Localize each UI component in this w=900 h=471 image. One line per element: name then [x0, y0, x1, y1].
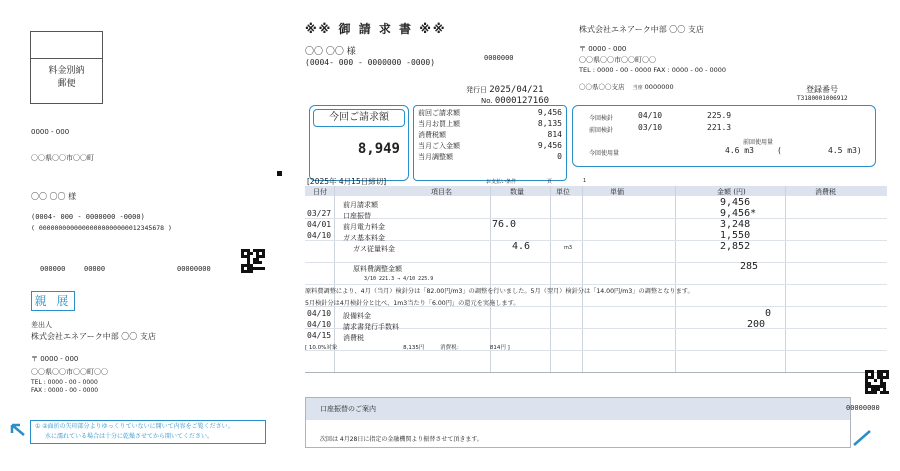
account-transfer-box: [305, 397, 851, 448]
row-qty: 76.0: [492, 219, 517, 230]
registration-label: 登録番号: [806, 85, 838, 94]
adjustment-note-2: 5月検針分は4月検針分と比べ、1m3当たり「6.00円」の還元を実施します。: [305, 300, 520, 307]
billing-summary-box: [413, 105, 567, 181]
sender-fax: FAX : 0000 - 00 - 0000: [31, 387, 99, 394]
summary-row: 消費税額 814: [418, 130, 562, 139]
fold-arrow-icon-left: [10, 423, 30, 443]
summary-row: 前回ご請求額 9,456: [418, 108, 562, 117]
summary-row: 当月お買上額 8,135: [418, 119, 562, 128]
adjustment-note-1: 原料費調整により、4月（当月）検針分は「82.00円/m3」の調整を行いました。5月（翌月）検針分は「14.00円/m3」の調整となります。: [305, 288, 694, 295]
qr-code-left: [241, 249, 265, 273]
recipient-customer-no: (0004- 000 - 0000000 -0000): [31, 213, 145, 221]
payment-terms: お支払い条件: [486, 179, 517, 185]
sender-label: 差出人: [31, 321, 52, 329]
meter-note: 3/10 221.3 → 4/10 225.9: [364, 276, 434, 282]
row-amount: 285: [740, 261, 759, 272]
row-qty: 4.6: [512, 241, 531, 252]
stamp-label: 料金別納 郵便: [48, 66, 85, 89]
registration-number: T3180001006912: [797, 95, 848, 102]
page-number: 1: [583, 178, 587, 184]
row-item: ガス従量料金: [353, 245, 395, 253]
shinten-mark: 親 展: [31, 291, 75, 311]
invoice-customer-no: (0004- 000 - 0000000 -0000): [305, 58, 436, 67]
invoice-recipient: 〇〇 〇〇 様: [305, 47, 356, 57]
recipient-long-no: ( 00000000000000000000000012345678 ): [31, 224, 172, 232]
row-amount: 200: [747, 319, 766, 330]
total-billing-amount: 8,949: [357, 141, 400, 157]
summary-row: 当月ご入金額 9,456: [418, 141, 562, 150]
sender-name: 株式会社エネアーク中部 〇〇 支店: [31, 332, 156, 341]
row-amount: 1,550: [720, 230, 751, 241]
invoice-code: 0000000: [484, 54, 514, 62]
row-item: 設備料金: [343, 312, 371, 320]
row-amount: 0: [765, 308, 772, 319]
sender-address: 〇〇県〇〇市〇〇町〇〇: [31, 368, 108, 376]
company-tel-fax: TEL : 0000 - 00 - 0000 FAX : 0000 - 00 - 0000: [579, 66, 727, 74]
summary-row: 当月調整額 0: [418, 152, 562, 161]
document-number: No. 0000127160: [481, 96, 550, 106]
registration-mark: [277, 171, 282, 176]
row-amount: 3,248: [720, 219, 751, 230]
row-item: ガス基本料金: [343, 234, 385, 242]
recipient-postal: 0000 - 000: [31, 128, 70, 136]
code-a: 000000: [40, 265, 66, 273]
company-branch: 〇〇県〇〇支店 当座 0000000: [579, 83, 674, 91]
recipient-name: 〇〇 〇〇 様: [31, 192, 77, 201]
total-billing-label: 今回ご請求額: [313, 109, 405, 127]
qr-code-right: [865, 370, 889, 394]
row-item: 前月電力料金: [343, 223, 385, 231]
row-amount: 2,852: [720, 241, 751, 252]
invoice-title: ※※ 御 請 求 書 ※※: [305, 22, 447, 36]
table-header: 日付 項目名 数量 単位 単価 金額 (円) 消費税: [305, 186, 887, 196]
account-transfer-title: 口座振替のご案内: [306, 398, 850, 420]
recipient-address: 〇〇県〇〇市〇〇町: [31, 154, 94, 162]
row-item: 口座振替: [343, 212, 371, 220]
postage-stamp-box: [30, 31, 103, 104]
row-item: 原料費調整金額: [353, 265, 402, 273]
tax-summary: [ 10.0%対象 8,135円 消費税： 814円 ]: [305, 345, 510, 351]
company-postal: 〒 0000 - 000: [579, 45, 627, 53]
row-amount: 9,456: [720, 197, 751, 208]
total-billing-box: [309, 105, 409, 181]
code-b: 00000: [84, 265, 106, 273]
company-address: 〇〇県〇〇市〇〇町〇〇: [579, 56, 656, 64]
row-date: 04/10: [307, 309, 332, 318]
code-c: 00000000: [177, 265, 211, 273]
opening-notice: ① ②面折の矢印部分よりゆっくりていないに開いて内容をご覧ください。 水に濡れている場合は十分に乾燥させてから開いてください。: [30, 420, 266, 444]
deadline: [2025年 4月15日締切]: [307, 177, 387, 186]
company-name: 株式会社エネアーク中部 〇〇 支店: [579, 25, 704, 34]
issue-date-line: 発行日 2025/04/21: [466, 85, 544, 95]
meter-usage-box: 今回検針 04/10 225.9 前回検針 03/10 221.3 前回使用量 今回使用量 4.6 m3 ( 4.5 m3): [572, 105, 876, 167]
row-date: 03/27: [307, 209, 332, 218]
row-item: 前月請求額: [343, 201, 378, 209]
account-transfer-text: 次回は 4月28日に指定の金融機関より振替させて頂きます。: [320, 436, 483, 443]
bottom-code: 00000000: [846, 404, 880, 412]
row-amount: 9,456*: [720, 208, 757, 219]
row-date: 04/10: [307, 231, 332, 240]
sender-postal: 〒 0000 - 000: [31, 355, 79, 363]
row-item: 請求書発行手数料: [343, 323, 399, 331]
row-date: 04/10: [307, 320, 332, 329]
sender-tel: TEL : 0000 - 00 - 0000: [31, 379, 98, 386]
row-date: 04/15: [307, 331, 332, 340]
page-label: 頁: [547, 179, 553, 185]
fold-arrow-icon-right: [852, 428, 874, 448]
row-item: 消費税: [343, 334, 364, 342]
row-unit: m3: [564, 245, 573, 251]
row-date: 04/01: [307, 220, 332, 229]
